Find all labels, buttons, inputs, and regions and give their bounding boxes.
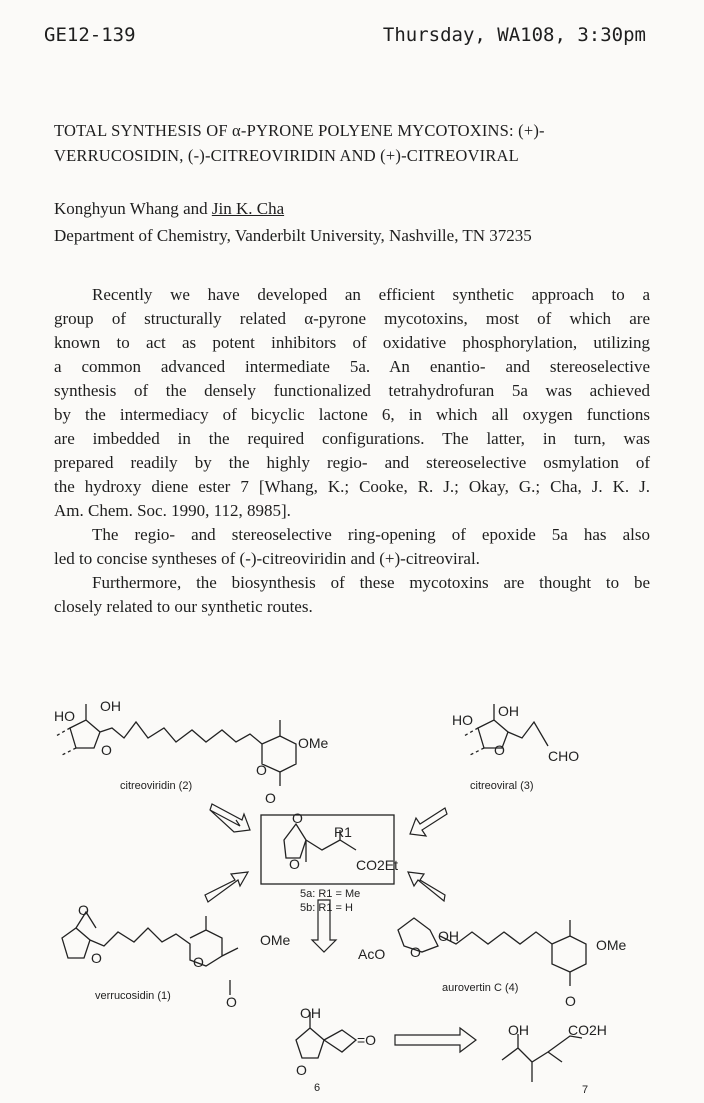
- aurovertin-o-carbonyl: O: [565, 993, 576, 1009]
- aurovertin-oh: OH: [438, 928, 459, 944]
- citreoviral-label: citreoviral (3): [470, 780, 534, 792]
- body-line: a common advanced intermediate 5a. An enantio- and stereoselective: [54, 357, 650, 376]
- body-line: are imbedded in the required configurations. The latter, in turn, was: [54, 429, 650, 448]
- verrucosidin-ome: OMe: [260, 932, 291, 948]
- intermediate-label-a: 5a: R1 = Me: [300, 888, 361, 900]
- citreoviridin-ome: OMe: [298, 735, 329, 751]
- citreoviridin-label: citreoviridin (2): [120, 780, 193, 792]
- body-line: prepared readily by the highly regio- and stereoselective osmylation of: [54, 453, 650, 472]
- abstract-code: GE12-139: [44, 24, 136, 46]
- diene-oh: OH: [508, 1022, 529, 1038]
- citreoviridin-oh: OH: [100, 698, 121, 714]
- citreoviridin-o-furan: O: [101, 742, 112, 758]
- lactone-oh: OH: [300, 1005, 321, 1021]
- diene-label: 7: [582, 1084, 589, 1096]
- aurovertin-label: aurovertin C (4): [442, 982, 519, 994]
- aurovertin-structure: [398, 918, 586, 986]
- session-info: Thursday, WA108, 3:30pm: [382, 24, 646, 46]
- aurovertin-o-ring-small: O: [410, 944, 421, 960]
- verrucosidin-o4: O: [226, 994, 237, 1010]
- citreoviral-ho: HO: [452, 712, 473, 728]
- body-line: by the intermediacy of bicyclic lactone 6, in which all oxygen functions: [54, 405, 650, 424]
- citreoviral-o: O: [494, 742, 505, 758]
- verrucosidin-structure: [62, 912, 238, 995]
- citreoviridin-ho: HO: [54, 708, 75, 724]
- body-line: The regio- and stereoselective ring-opening of epoxide 5a has also: [92, 525, 650, 544]
- authors: [54, 199, 284, 219]
- citreoviral-cho: CHO: [548, 748, 580, 764]
- title-line: TOTAL SYNTHESIS OF α-PYRONE POLYENE MYCOTOXINS: (+)-: [54, 121, 545, 140]
- lactone-carbonyl: =O: [357, 1032, 377, 1048]
- intermediate-r1: R1: [334, 824, 352, 840]
- body-line: group of structurally related α-pyrone mycotoxins, most of which are: [54, 309, 650, 328]
- citreoviridin-o-carbonyl: O: [265, 790, 276, 806]
- body-line: Am. Chem. Soc. 1990, 112, 8985].: [54, 501, 291, 520]
- intermediate-label-b: 5b: R1 = H: [300, 902, 353, 914]
- author-conjunction: and: [178, 199, 212, 218]
- lactone-label: 6: [314, 1082, 321, 1094]
- intermediate-o-epoxide: O: [292, 810, 303, 826]
- verrucosidin-o3: O: [193, 954, 204, 970]
- hollow-arrows: [205, 804, 476, 1052]
- citreoviridin-o-ring: O: [256, 762, 267, 778]
- verrucosidin-o1: O: [78, 902, 89, 918]
- presenting-author: Jin K. Cha: [211, 199, 285, 218]
- verrucosidin-label: verrucosidin (1): [95, 990, 171, 1002]
- intermediate-box: [261, 815, 394, 884]
- body-line: known to act as potent inhibitors of oxidative phosphorylation, utilizing: [54, 333, 650, 352]
- affiliation: Department of Chemistry, Vanderbilt University, Nashville, TN 37235: [54, 226, 532, 245]
- diene-acid: CO2H: [568, 1022, 607, 1038]
- intermediate-ester: CO2Et: [356, 857, 399, 873]
- body-line: Recently we have developed an efficient synthetic approach to a: [92, 285, 650, 304]
- aurovertin-aco: AcO: [358, 946, 386, 962]
- body-line: the hydroxy diene ester 7 [Whang, K.; Cooke, R. J.; Okay, G.; Cha, J. K. J.: [54, 477, 650, 496]
- title-line: VERRUCOSIDIN, (-)-CITREOVIRIDIN AND (+)-CITREOVIRAL: [54, 146, 519, 165]
- paper-title: [54, 118, 654, 168]
- body-line: led to concise syntheses of (-)-citreoviridin and (+)-citreoviral.: [54, 549, 480, 568]
- intermediate-o-furan: O: [289, 856, 300, 872]
- lactone-o-ring: O: [296, 1062, 307, 1078]
- verrucosidin-o2: O: [91, 950, 102, 966]
- body-line: synthesis of the densely functionalized tetrahydrofuran 5a was achieved: [54, 381, 650, 400]
- aurovertin-ome: OMe: [596, 937, 627, 953]
- body-line: closely related to our synthetic routes.: [54, 597, 313, 616]
- author: Konghyun Whang: [54, 199, 179, 218]
- abstract-body: [54, 283, 650, 619]
- citreoviral-oh: OH: [498, 703, 519, 719]
- diene-ester-structure: [502, 1034, 582, 1082]
- body-line: Furthermore, the biosynthesis of these mycotoxins are thought to be: [92, 573, 650, 592]
